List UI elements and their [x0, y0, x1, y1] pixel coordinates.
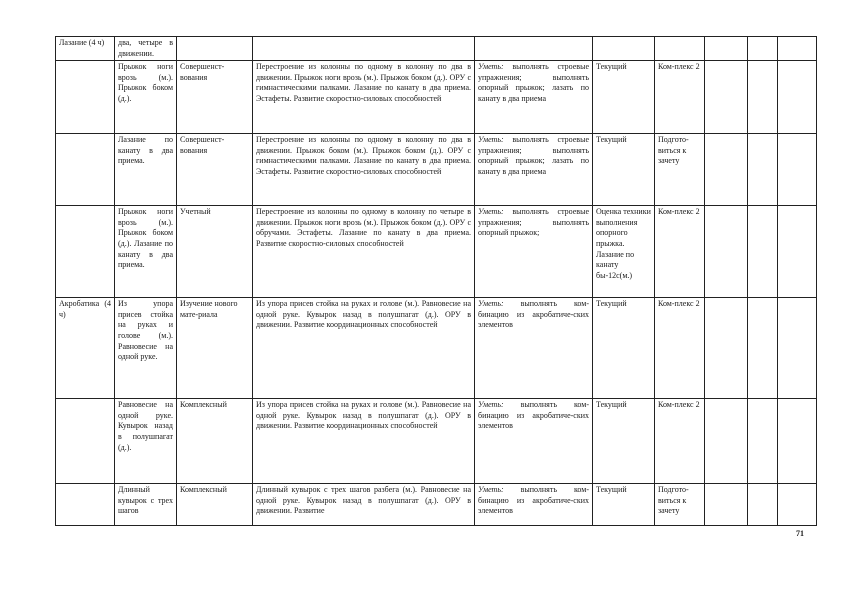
topic-cell: Прыжок ноги врозь (м.). Прыжок боком (д.). — [115, 61, 177, 134]
requirements-text: выполнять строевые упражнения; выполнять опорный прыжок; — [478, 207, 590, 238]
section-cell — [56, 61, 115, 134]
lesson-type-cell: Учетный — [177, 206, 253, 298]
requirements-text: выполнять строевые упражнения; выполнять опорный прыжок; лазать по канату в два приема — [478, 62, 590, 103]
empty-cell — [778, 399, 817, 484]
content-cell: Из упора присев стойка на руках и голове (м.). Равновесие на одной руке. Кувырок назад в полушпагат (д.). ОРУ в движении. Развитие координационных способностей — [253, 399, 475, 484]
empty-cell — [705, 484, 748, 526]
empty-cell — [705, 134, 748, 206]
topic-cell: Равновесие на одной руке. Кувырок назад в полушпагат (д.). — [115, 399, 177, 484]
table-row — [56, 134, 817, 206]
empty-cell — [705, 61, 748, 134]
empty-cell — [748, 134, 778, 206]
requirements-label: Уметь: — [478, 400, 504, 410]
empty-cell — [748, 206, 778, 298]
homework-cell: Ком-плекс 2 — [655, 399, 705, 484]
empty-cell — [705, 298, 748, 399]
content-cell: Из упора присев стойка на руках и голове (м.). Равновесие на одной руке. Кувырок назад в полушпагат (д.). ОРУ в движении. Развитие координационных способностей — [253, 298, 475, 399]
requirements-label: Уметь: — [478, 207, 504, 217]
empty-cell — [778, 298, 817, 399]
lesson-type-cell: Совершенст-вования — [177, 61, 253, 134]
requirements-label: Уметь: — [478, 299, 504, 309]
table-body — [56, 37, 817, 526]
requirements-cell — [475, 484, 593, 526]
requirements-text: выполнять ком-бинацию из акробатиче-ских элементов — [478, 400, 590, 431]
table-row — [56, 206, 817, 298]
topic-cell: Прыжок ноги врозь (м.). Прыжок боком (д.). Лазание по канату в два приема. — [115, 206, 177, 298]
empty-cell — [778, 134, 817, 206]
section-cell: Лазание (4 ч) — [56, 37, 115, 61]
requirements-label: Уметь: — [478, 485, 504, 495]
page-number: 71 — [796, 529, 804, 538]
control-cell: Текущий — [593, 484, 655, 526]
requirements-text: выполнять строевые упражнения; выполнять опорный прыжок; лазать по канату в два приема — [478, 135, 590, 176]
table-row — [56, 298, 817, 399]
empty-cell — [705, 399, 748, 484]
empty-cell — [748, 298, 778, 399]
homework-cell: Ком-плекс 2 — [655, 206, 705, 298]
table-row — [56, 399, 817, 484]
content-cell: Перестроение из колонны по одному в колонну по четыре в движении. Прыжок ноги врозь (м.). Прыжок боком (д.). ОРУ с обручами. Эстафеты. Лазание по канату в два приема. Развитие скоростно-силовых способностей — [253, 206, 475, 298]
table-row — [56, 484, 817, 526]
table-row — [56, 37, 817, 61]
section-cell — [56, 399, 115, 484]
empty-cell — [705, 206, 748, 298]
requirements-cell — [475, 134, 593, 206]
empty-cell — [705, 37, 748, 61]
empty-cell — [778, 37, 817, 61]
homework-cell: Подгото-виться к зачету — [655, 134, 705, 206]
homework-cell: Ком-плекс 2 — [655, 61, 705, 134]
section-cell — [56, 484, 115, 526]
lesson-type-cell: Изучение нового мате-риала — [177, 298, 253, 399]
empty-cell — [778, 61, 817, 134]
section-cell: Акробатика (4 ч) — [56, 298, 115, 399]
lesson-type-cell: Комплексный — [177, 399, 253, 484]
requirements-label: Уметь: — [478, 135, 504, 145]
lesson-type-cell: Совершенст-вования — [177, 134, 253, 206]
control-cell: Текущий — [593, 134, 655, 206]
empty-cell — [748, 399, 778, 484]
requirements-text: выполнять ком-бинацию из акробатиче-ских элементов — [478, 485, 590, 516]
lesson-type-cell — [177, 37, 253, 61]
section-cell — [56, 206, 115, 298]
content-cell: Длинный кувырок с трех шагов разбега (м.). Равновесие на одной руке. Кувырок назад в полушпагат (д.). ОРУ в движении. Развитие — [253, 484, 475, 526]
requirements-cell — [475, 37, 593, 61]
requirements-cell — [475, 206, 593, 298]
empty-cell — [748, 484, 778, 526]
table-row — [56, 61, 817, 134]
requirements-text: выполнять ком-бинацию из акробатиче-ских элементов — [478, 299, 590, 330]
content-cell: Перестроение из колонны по одному в колонну по два в движении. Прыжок боком (м.). Прыжок боком (д.). ОРУ с гимнастическими палками. Лазание по канату в два приема. Эстафеты. Развитие скоростно-силовых способностей — [253, 134, 475, 206]
homework-cell: Ком-плекс 2 — [655, 298, 705, 399]
content-cell: Перестроение из колонны по одному в колонну по два в движении. Прыжок ноги врозь (м.). Прыжок боком (д.). ОРУ с гимнастическими палками. Лазание по канату в два приема. Эстафеты. Развитие скоростно-силовых способностей — [253, 61, 475, 134]
topic-cell: два, четыре в движении. — [115, 37, 177, 61]
control-cell: Текущий — [593, 61, 655, 134]
section-cell — [56, 134, 115, 206]
empty-cell — [748, 61, 778, 134]
control-cell: Текущий — [593, 399, 655, 484]
lesson-plan-table — [55, 36, 817, 526]
lesson-type-cell: Комплексный — [177, 484, 253, 526]
control-cell — [593, 37, 655, 61]
content-cell — [253, 37, 475, 61]
topic-cell: Из упора присев стойка на руках и голове (м.). Равновесие на одной руке. — [115, 298, 177, 399]
empty-cell — [778, 484, 817, 526]
control-cell: Оценка техники выполнения опорного прыжка. Лазание по канату бы-12с(м.) — [593, 206, 655, 298]
requirements-cell — [475, 298, 593, 399]
homework-cell: Подгото-виться к зачету — [655, 484, 705, 526]
topic-cell: Лазание по канату в два приема. — [115, 134, 177, 206]
requirements-cell — [475, 61, 593, 134]
requirements-cell — [475, 399, 593, 484]
requirements-label: Уметь: — [478, 62, 504, 72]
empty-cell — [778, 206, 817, 298]
empty-cell — [748, 37, 778, 61]
homework-cell — [655, 37, 705, 61]
topic-cell: Длинный кувырок с трех шагов — [115, 484, 177, 526]
control-cell: Текущий — [593, 298, 655, 399]
